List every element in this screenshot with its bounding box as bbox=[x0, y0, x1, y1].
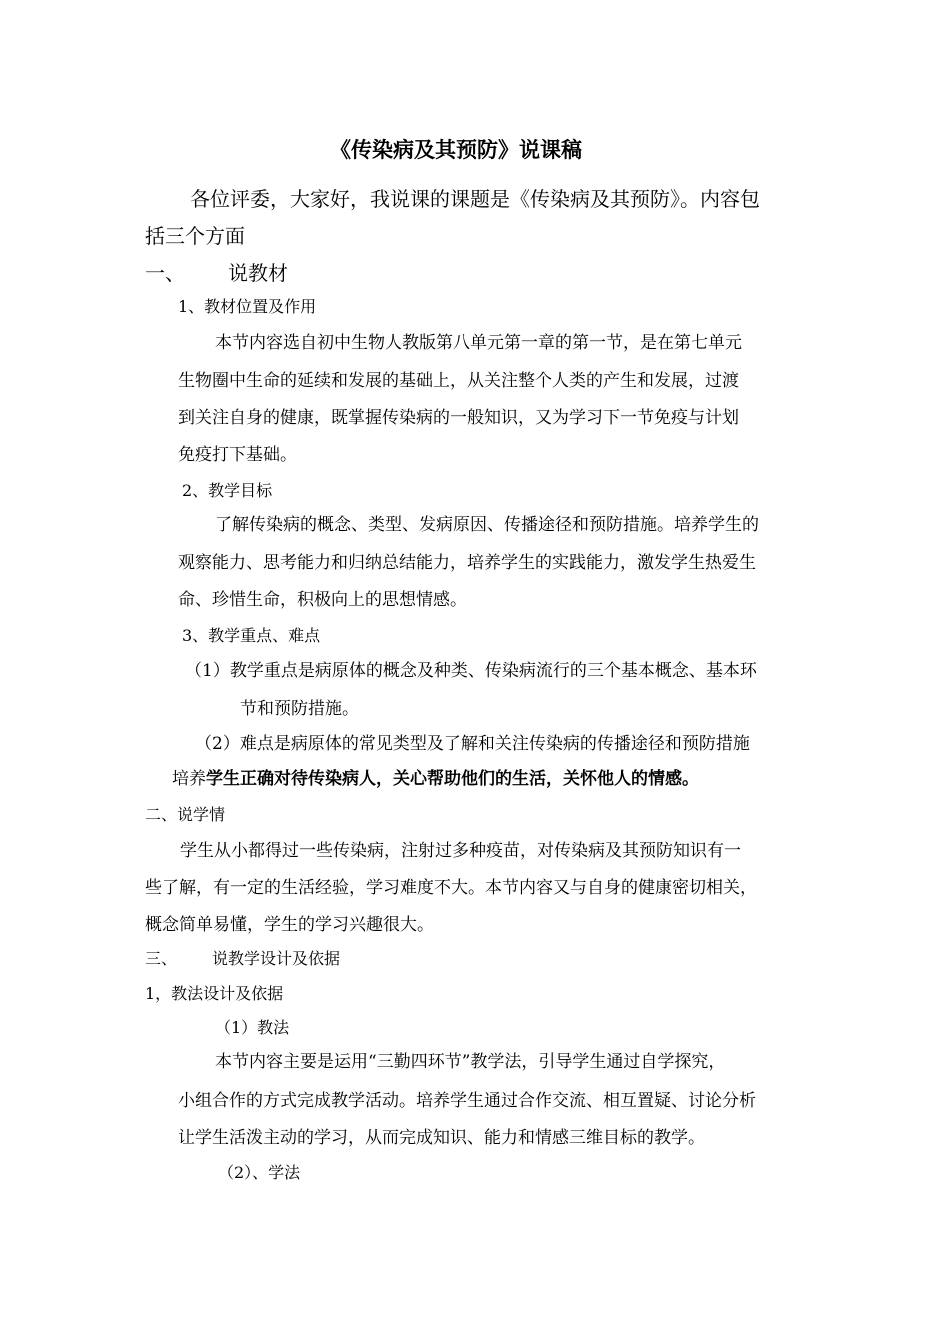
paragraph-3-line-4-lead: 培养 bbox=[172, 769, 206, 789]
paragraph-3-line-4-emphasis: 学生正确对待传染病人，关心帮助他们的生活，关怀他人的情感。 bbox=[206, 769, 699, 789]
paragraph-4-line-3: 概念简单易懂，学生的学习兴趣很大。 bbox=[145, 915, 434, 935]
paragraph-5-line-2: 小组合作的方式完成教学活动。培养学生通过合作交流、相互置疑、讨论分析 bbox=[178, 1091, 756, 1111]
paragraph-5-line-1: 本节内容主要是运用“三勤四环节”教学法，引导学生通过自学探究， bbox=[215, 1052, 726, 1072]
subsection-1-3: 3、教学重点、难点 bbox=[182, 626, 321, 645]
intro-line-1: 各位评委，大家好，我说课的课题是《传染病及其预防》。内容包 bbox=[190, 187, 760, 211]
section-2-title: 二、说学情 bbox=[145, 805, 226, 824]
subsection-3-1-2: （2）、学法 bbox=[218, 1163, 301, 1182]
paragraph-2-line-3: 命、珍惜生命，积极向上的思想情感。 bbox=[178, 590, 467, 610]
paragraph-1-line-3: 到关注自身的健康，既掌握传染病的一般知识，又为学习下一节免疫与计划 bbox=[178, 408, 739, 428]
paragraph-3-line-2: 节和预防措施。 bbox=[240, 699, 359, 719]
paragraph-1-line-2: 生物圈中生命的延续和发展的基础上，从关注整个人类的产生和发展，过渡 bbox=[178, 371, 739, 391]
paragraph-3-line-1: （1）教学重点是病原体的概念及种类、传染病流行的三个基本概念、基本环 bbox=[185, 661, 757, 681]
section-3-number: 三、 bbox=[145, 949, 178, 968]
subsection-1-2: 2、教学目标 bbox=[182, 481, 273, 500]
paragraph-1-line-4: 免疫打下基础。 bbox=[178, 445, 297, 465]
paragraph-2-line-2: 观察能力、思考能力和归纳总结能力，培养学生的实践能力，激发学生热爱生 bbox=[178, 553, 756, 573]
paragraph-4-line-1: 学生从小都得过一些传染病，注射过多种疫苗，对传染病及其预防知识有一 bbox=[180, 841, 741, 861]
paragraph-3-line-3: （2）难点是病原体的常见类型及了解和关注传染病的传播途径和预防措施 bbox=[195, 734, 750, 754]
section-3-title: 说教学设计及依据 bbox=[212, 949, 341, 968]
document-title: 《传染病及其预防》说课稿 bbox=[330, 138, 582, 162]
paragraph-1-line-1: 本节内容选自初中生物人教版第八单元第一章的第一节，是在第七单元 bbox=[215, 333, 742, 353]
subsection-1-1: 1、教材位置及作用 bbox=[178, 297, 317, 316]
intro-line-2: 括三个方面 bbox=[145, 224, 245, 248]
paragraph-5-line-3: 让学生活泼主动的学习，从而完成知识、能力和情感三维目标的教学。 bbox=[178, 1128, 705, 1148]
subsection-3-1: 1，教法设计及依据 bbox=[145, 984, 284, 1003]
paragraph-2-line-1: 了解传染病的概念、类型、发病原因、传播途径和预防措施。培养学生的 bbox=[215, 515, 759, 535]
paragraph-3-line-4 bbox=[172, 771, 699, 788]
subsection-3-1-1: （1）教法 bbox=[215, 1018, 290, 1037]
section-1-title: 说教材 bbox=[228, 261, 288, 285]
section-1-number: 一、 bbox=[145, 261, 185, 285]
paragraph-4-line-2: 些了解，有一定的生活经验，学习难度不大。本节内容又与自身的健康密切相关， bbox=[145, 878, 757, 898]
